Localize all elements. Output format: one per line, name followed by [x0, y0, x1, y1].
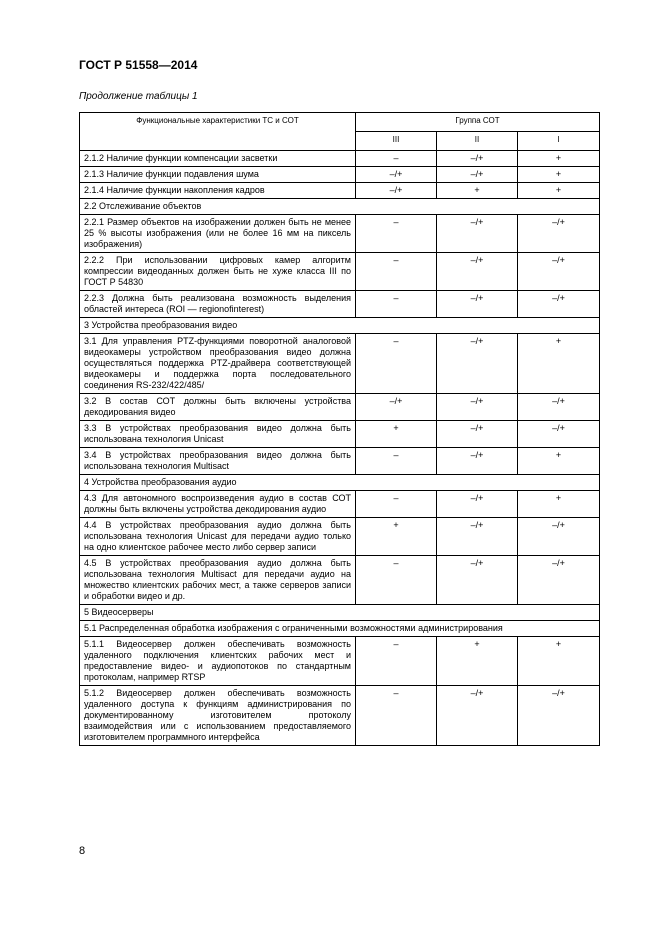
- group-2-value: –/+: [437, 291, 518, 318]
- characteristic-text: 3.4 В устройствах преобразования видео должна быть использована технология Multisact: [80, 448, 356, 475]
- table-row: [80, 448, 600, 475]
- characteristics-table: [79, 112, 600, 746]
- characteristic-text: 2.2.2 При использовании цифровых камер алгоритм компрессии видеоданных должен быть не хуже класса III по ГОСТ Р 54830: [80, 253, 356, 291]
- table-section-row: [80, 605, 600, 621]
- group-3-value: –: [356, 556, 437, 605]
- table-section-row: [80, 475, 600, 491]
- table-row: [80, 151, 600, 167]
- group-1-value: +: [518, 167, 600, 183]
- characteristic-text: 3.2 В состав СОТ должны быть включены устройства декодирования видео: [80, 394, 356, 421]
- group-3-value: –: [356, 334, 437, 394]
- group-2-value: –/+: [437, 686, 518, 746]
- table-row: [80, 518, 600, 556]
- table-row: [80, 334, 600, 394]
- group-1-value: –/+: [518, 394, 600, 421]
- group-2-value: –/+: [437, 518, 518, 556]
- group-3-value: –: [356, 215, 437, 253]
- characteristic-text: 5.1.2 Видеосервер должен обеспечивать возможность удаленного доступа к функциям администрирования по документированному изготовителем протоколу взаимодействия или с использованием предоставляемого изготовителем программного интерфейса: [80, 686, 356, 746]
- group-3-value: –: [356, 448, 437, 475]
- group-1-value: –/+: [518, 253, 600, 291]
- group-1-value: +: [518, 637, 600, 686]
- document-header: ГОСТ Р 51558—2014: [79, 58, 198, 72]
- group-1-value: –/+: [518, 556, 600, 605]
- group-2-value: –/+: [437, 556, 518, 605]
- group-2-value: +: [437, 637, 518, 686]
- group-2-value: –/+: [437, 394, 518, 421]
- group-2-value: –/+: [437, 421, 518, 448]
- group-3-value: –: [356, 491, 437, 518]
- group-3-value: –/+: [356, 167, 437, 183]
- group-1-value: +: [518, 448, 600, 475]
- section-title: 3 Устройства преобразования видео: [80, 318, 600, 334]
- group-1-value: +: [518, 334, 600, 394]
- table-row: [80, 215, 600, 253]
- page-number: 8: [79, 845, 86, 857]
- table-row: [80, 556, 600, 605]
- group-2-value: –/+: [437, 253, 518, 291]
- group-2-value: –/+: [437, 215, 518, 253]
- group-2-value: –/+: [437, 167, 518, 183]
- table-body: [80, 151, 600, 746]
- table-row: [80, 183, 600, 199]
- group-2-value: –/+: [437, 491, 518, 518]
- characteristic-text: 4.4 В устройствах преобразования аудио должна быть использована технология Unicast для передачи аудио только на одно клиентское рабочее место либо сервер записи: [80, 518, 356, 556]
- characteristic-text: 5.1.1 Видеосервер должен обеспечивать возможность удаленного подключения клиентских рабочих мест и предоставление видео- и аудиопотоков по стандартным протоколам, например RTSP: [80, 637, 356, 686]
- section-title: 4 Устройства преобразования аудио: [80, 475, 600, 491]
- characteristic-text: 2.2.3 Должна быть реализована возможность выделения областей интереса (ROI — regionofinterest): [80, 291, 356, 318]
- group-3-value: +: [356, 421, 437, 448]
- table-section-row: [80, 318, 600, 334]
- group-1-value: –/+: [518, 421, 600, 448]
- group-1-value: +: [518, 151, 600, 167]
- group-3-value: –: [356, 291, 437, 318]
- group-2-value: –/+: [437, 151, 518, 167]
- group-1-value: –/+: [518, 291, 600, 318]
- characteristic-text: 4.3 Для автономного воспроизведения аудио в состав СОТ должны быть включены устройства декодирования аудио: [80, 491, 356, 518]
- group-3-value: +: [356, 518, 437, 556]
- group-1-value: –/+: [518, 215, 600, 253]
- group-label-2: II: [437, 132, 518, 151]
- column-header-group: Группа СОТ: [356, 113, 600, 132]
- characteristic-text: 2.2.1 Размер объектов на изображении должен быть не менее 25 % высоты изображения (или не более 16 мм на пиксель изображения): [80, 215, 356, 253]
- group-3-value: –/+: [356, 183, 437, 199]
- group-1-value: –/+: [518, 686, 600, 746]
- group-3-value: –/+: [356, 394, 437, 421]
- characteristic-text: 2.1.4 Наличие функции накопления кадров: [80, 183, 356, 199]
- characteristic-text: 2.1.2 Наличие функции компенсации засветки: [80, 151, 356, 167]
- characteristic-text: 2.1.3 Наличие функции подавления шума: [80, 167, 356, 183]
- table-section-row: [80, 621, 600, 637]
- group-2-value: +: [437, 183, 518, 199]
- section-title: 2.2 Отслеживание объектов: [80, 199, 600, 215]
- table-section-row: [80, 199, 600, 215]
- table-header-row: [80, 113, 600, 132]
- group-1-value: +: [518, 183, 600, 199]
- table-row: [80, 686, 600, 746]
- group-1-value: –/+: [518, 518, 600, 556]
- table-row: [80, 291, 600, 318]
- group-3-value: –: [356, 637, 437, 686]
- group-2-value: –/+: [437, 448, 518, 475]
- group-3-value: –: [356, 253, 437, 291]
- group-1-value: +: [518, 491, 600, 518]
- section-title: 5 Видеосерверы: [80, 605, 600, 621]
- group-3-value: –: [356, 686, 437, 746]
- characteristic-text: 4.5 В устройствах преобразования аудио должна быть использована технология Multisact для передачи аудио на множество клиентских рабочих мест, а также серверов записи и обработки видео и др.: [80, 556, 356, 605]
- group-label-3: III: [356, 132, 437, 151]
- group-label-1: I: [518, 132, 600, 151]
- characteristic-text: 3.3 В устройствах преобразования видео должна быть использована технология Unicast: [80, 421, 356, 448]
- table-row: [80, 637, 600, 686]
- group-3-value: –: [356, 151, 437, 167]
- table-row: [80, 421, 600, 448]
- table-row: [80, 394, 600, 421]
- table-row: [80, 253, 600, 291]
- table-continuation-caption: Продолжение таблицы 1: [79, 91, 198, 102]
- section-title: 5.1 Распределенная обработка изображения с ограниченными возможностями администрирования: [80, 621, 600, 637]
- group-2-value: –/+: [437, 334, 518, 394]
- table-row: [80, 167, 600, 183]
- characteristic-text: 3.1 Для управления PTZ-функциями поворотной аналоговой видеокамеры устройством преобразования видео должна осуществляться поддержка PTZ-драйвера соответствующей видеокамеры и поддержка порта последовательного соединения RS-232/422/485/: [80, 334, 356, 394]
- column-header-characteristics: Функциональные характеристики ТС и СОТ: [80, 113, 356, 151]
- table-row: [80, 491, 600, 518]
